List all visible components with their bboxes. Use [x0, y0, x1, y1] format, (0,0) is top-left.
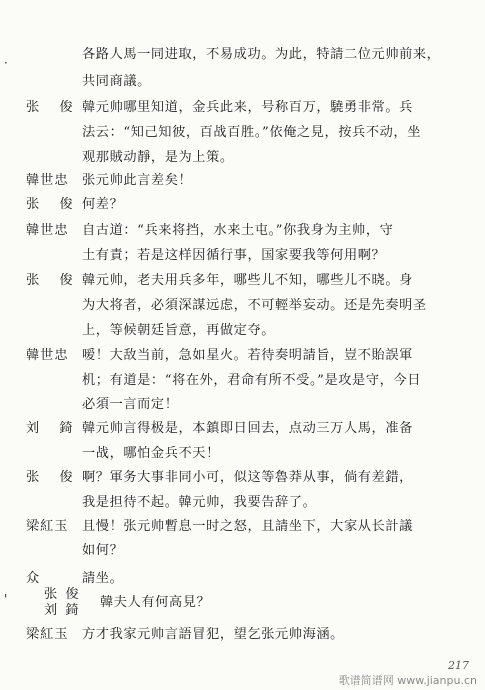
text-line: 各路人馬一同进取，不易成功。为此，特請二位元帅前来， — [82, 47, 441, 62]
speaker-liang-hongyu: 梁紅玉 — [26, 519, 69, 534]
speaker-zhang-jun: 张 俊 — [26, 100, 81, 115]
speaker-liu-qi: 刘 錡 — [44, 603, 81, 618]
text-line: 机；有道是：“将在外，君命有所不受。”是攻是守，今日 — [82, 373, 421, 388]
speaker-zhang-jun: 张 俊 — [26, 470, 81, 485]
text-line: 何差？ — [82, 197, 124, 212]
speaker-zhang-jun: 张 俊 — [26, 197, 81, 212]
text-line: 韓元帅，老夫用兵多年，哪些儿不知，哪些儿不晓。身 — [82, 273, 413, 288]
speaker-han-shizhong: 韓世忠 — [26, 223, 69, 238]
text-line: 啊？軍务大事非同小可，似这等魯莽从事，倘有差錯， — [82, 470, 413, 485]
text-line: 观那賊动靜，是为上策。 — [82, 150, 234, 165]
text-line: 嗳！大敌当前，急如星火。若待奏明請旨，豈不貽誤軍 — [82, 348, 413, 363]
text-line: 韓元帅言得极是，本鎮即日回去，点动三万人馬，准备 — [82, 421, 413, 436]
text-line: 法云：“知己知彼，百战百胜。”依俺之見，按兵不动，坐 — [82, 125, 421, 140]
speaker-han-shizhong: 韓世忠 — [26, 348, 69, 363]
speaker-zhang-jun: 张 俊 — [26, 273, 81, 288]
text-line: 为大将者，必須深謀远虑，不可輕举妄动。还是先奏明圣 — [82, 298, 427, 313]
speaker-liu-qi: 刘 錡 — [26, 421, 81, 436]
page-number: 217 — [448, 659, 469, 672]
speaker-han-shizhong: 韓世忠 — [26, 173, 69, 188]
text-line: 如何？ — [82, 543, 124, 558]
text-line: 請坐。 — [82, 571, 124, 586]
speaker-zhong: 众 — [26, 571, 41, 586]
text-line: 我是担待不起。韓元帅，我要告辞了。 — [82, 495, 317, 510]
text-line: 自古道：“兵来将挡，水来土屯。”你我身为主帅，守 — [82, 223, 394, 238]
text-line: 上，等候朝廷旨意，再做定夺。 — [82, 323, 276, 338]
margin-mark: ' — [4, 592, 8, 606]
speaker-liang-hongyu: 梁紅玉 — [26, 627, 69, 642]
watermark: 歌谱简谱网 www.jianpu.cn — [338, 674, 477, 687]
text-line: 一战，哪怕金兵不天！ — [82, 446, 220, 461]
margin-mark: · — [4, 56, 8, 70]
text-line: 韓元帅哪里知道，金兵此来，号称百万，驍勇非常。兵 — [82, 100, 413, 115]
text-line: 土有責；若是这样因循行事，国家要我等何用啊？ — [82, 248, 386, 263]
text-line: 张元帅此言差矣！ — [82, 173, 193, 188]
text-line: 且慢！张元帅暫息一时之怒，且請坐下，大家从长計議 — [82, 519, 413, 534]
text-line: 必須一言而定！ — [82, 397, 179, 412]
speaker-zhang-jun: 张 俊 — [44, 587, 81, 602]
text-line: 共同商議。 — [82, 74, 151, 89]
text-line: 韓夫人有何高見？ — [100, 595, 211, 610]
text-line: 方才我家元帅言語冒犯，望乞张元帅海涵。 — [82, 627, 344, 642]
